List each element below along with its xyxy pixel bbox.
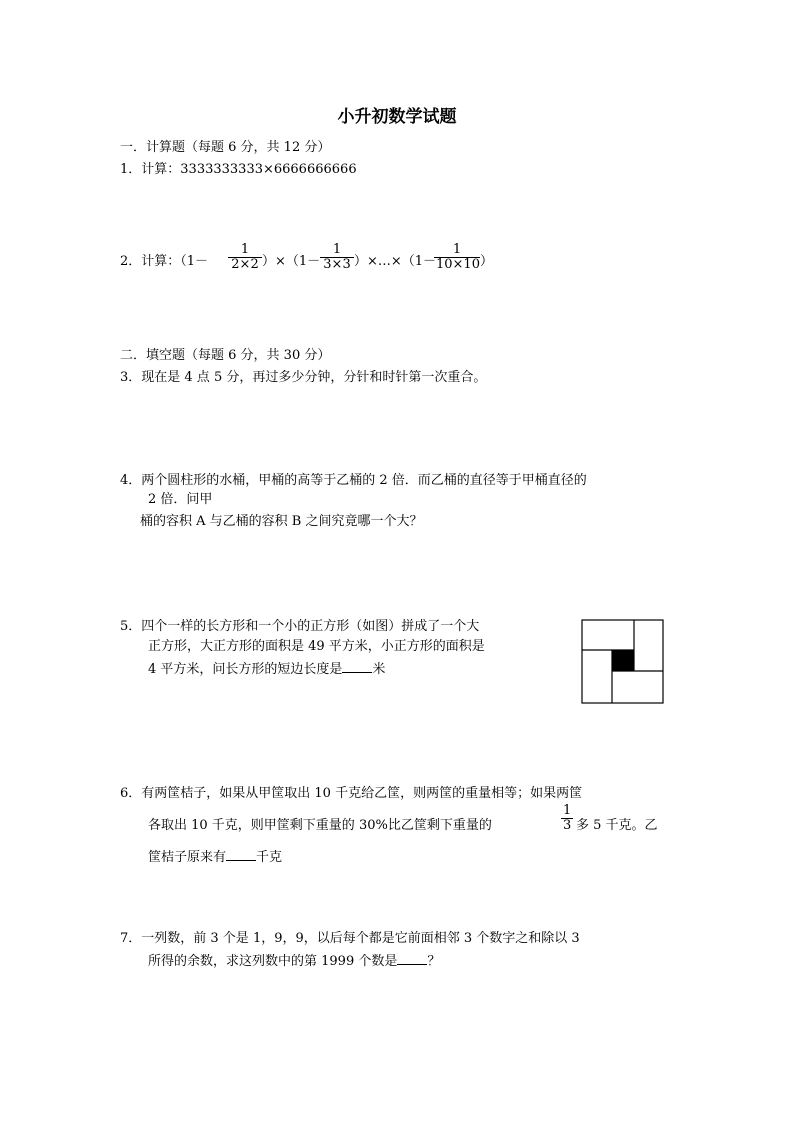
q2-prefix: 2．计算：（1－ (120, 254, 209, 269)
q2-mid-1: ）×（1－ (262, 254, 321, 269)
q2-fraction-2 (320, 243, 354, 272)
q2-mid-2: ）×…×（1－ (354, 254, 437, 269)
q5-line-3-unit: 米 (372, 662, 386, 677)
question-6-line-2b: 多 5 千克。乙 (576, 818, 658, 833)
q2-fraction-3-num: 1 (434, 243, 480, 258)
q6-fraction (561, 804, 573, 833)
question-3: 3．现在是 4 点 5 分，再过多少分钟，分针和时针第一次重合。 (120, 370, 487, 385)
question-4-line-2: 2 倍．问甲 (148, 492, 213, 507)
q2-fraction-3-den: 10×10 (436, 257, 480, 272)
q2-suffix: ） (480, 254, 494, 269)
section-2-heading: 二．填空题（每题 6 分，共 30 分） (120, 348, 331, 363)
q7-line-2-end: ？ (427, 954, 441, 969)
square-figure (581, 619, 665, 705)
question-4-line-3: 桶的容积 A 与乙桶的容积 B 之间究竟哪一个大？ (140, 514, 423, 529)
question-5-line-1: 5．四个一样的长方形和一个小的正方形（如图）拼成了一个大 (120, 619, 480, 634)
q6-line-3-text: 筐桔子原来有 (148, 850, 227, 865)
question-7-line-1: 7．一列数，前 3 个是 1，9，9，以后每个都是它前面相邻 3 个数字之和除以 3 (120, 931, 580, 946)
section-1-heading: 一．计算题（每题 6 分，共 12 分） (120, 140, 331, 155)
q6-fraction-num: 1 (563, 803, 572, 818)
q2-fraction-2-num: 1 (320, 243, 354, 258)
q2-fraction-1 (228, 243, 262, 272)
q5-line-3-text: 4 平方米，问长方形的短边长度是 (148, 662, 343, 677)
question-6-line-3 (148, 848, 282, 867)
q6-answer-blank (226, 848, 256, 861)
question-5-line-3 (148, 660, 385, 679)
question-1: 1．计算：3333333333×6666666666 (120, 162, 357, 177)
page-title: 小升初数学试题 (337, 107, 457, 127)
q2-fraction-1-den: 2×2 (231, 257, 259, 272)
q5-answer-blank (342, 660, 372, 673)
question-6-line-1: 6．有两筐桔子，如果从甲筐取出 10 千克给乙筐，则两筐的重量相等；如果两筐 (120, 786, 583, 801)
question-4-line-1: 4．两个圆柱形的水桶，甲桶的高等于乙桶的 2 倍．而乙桶的直径等于甲桶直径的 (120, 473, 587, 488)
q7-line-2-text: 所得的余数，求这列数中的第 1999 个数是 (148, 954, 398, 969)
question-6-line-2a: 各取出 10 千克，则甲筐剩下重量的 30%比乙筐剩下重量的 (148, 818, 492, 833)
question-7-line-2 (148, 952, 440, 971)
q7-answer-blank (397, 952, 427, 965)
q2-fraction-3 (434, 243, 480, 272)
q2-fraction-1-num: 1 (228, 243, 262, 258)
question-5-line-2: 正方形，大正方形的面积是 49 平方米，小正方形的面积是 (148, 639, 485, 654)
q2-fraction-2-den: 3×3 (323, 257, 351, 272)
q6-fraction-den: 3 (563, 818, 572, 833)
q6-line-3-unit: 千克 (256, 850, 283, 865)
